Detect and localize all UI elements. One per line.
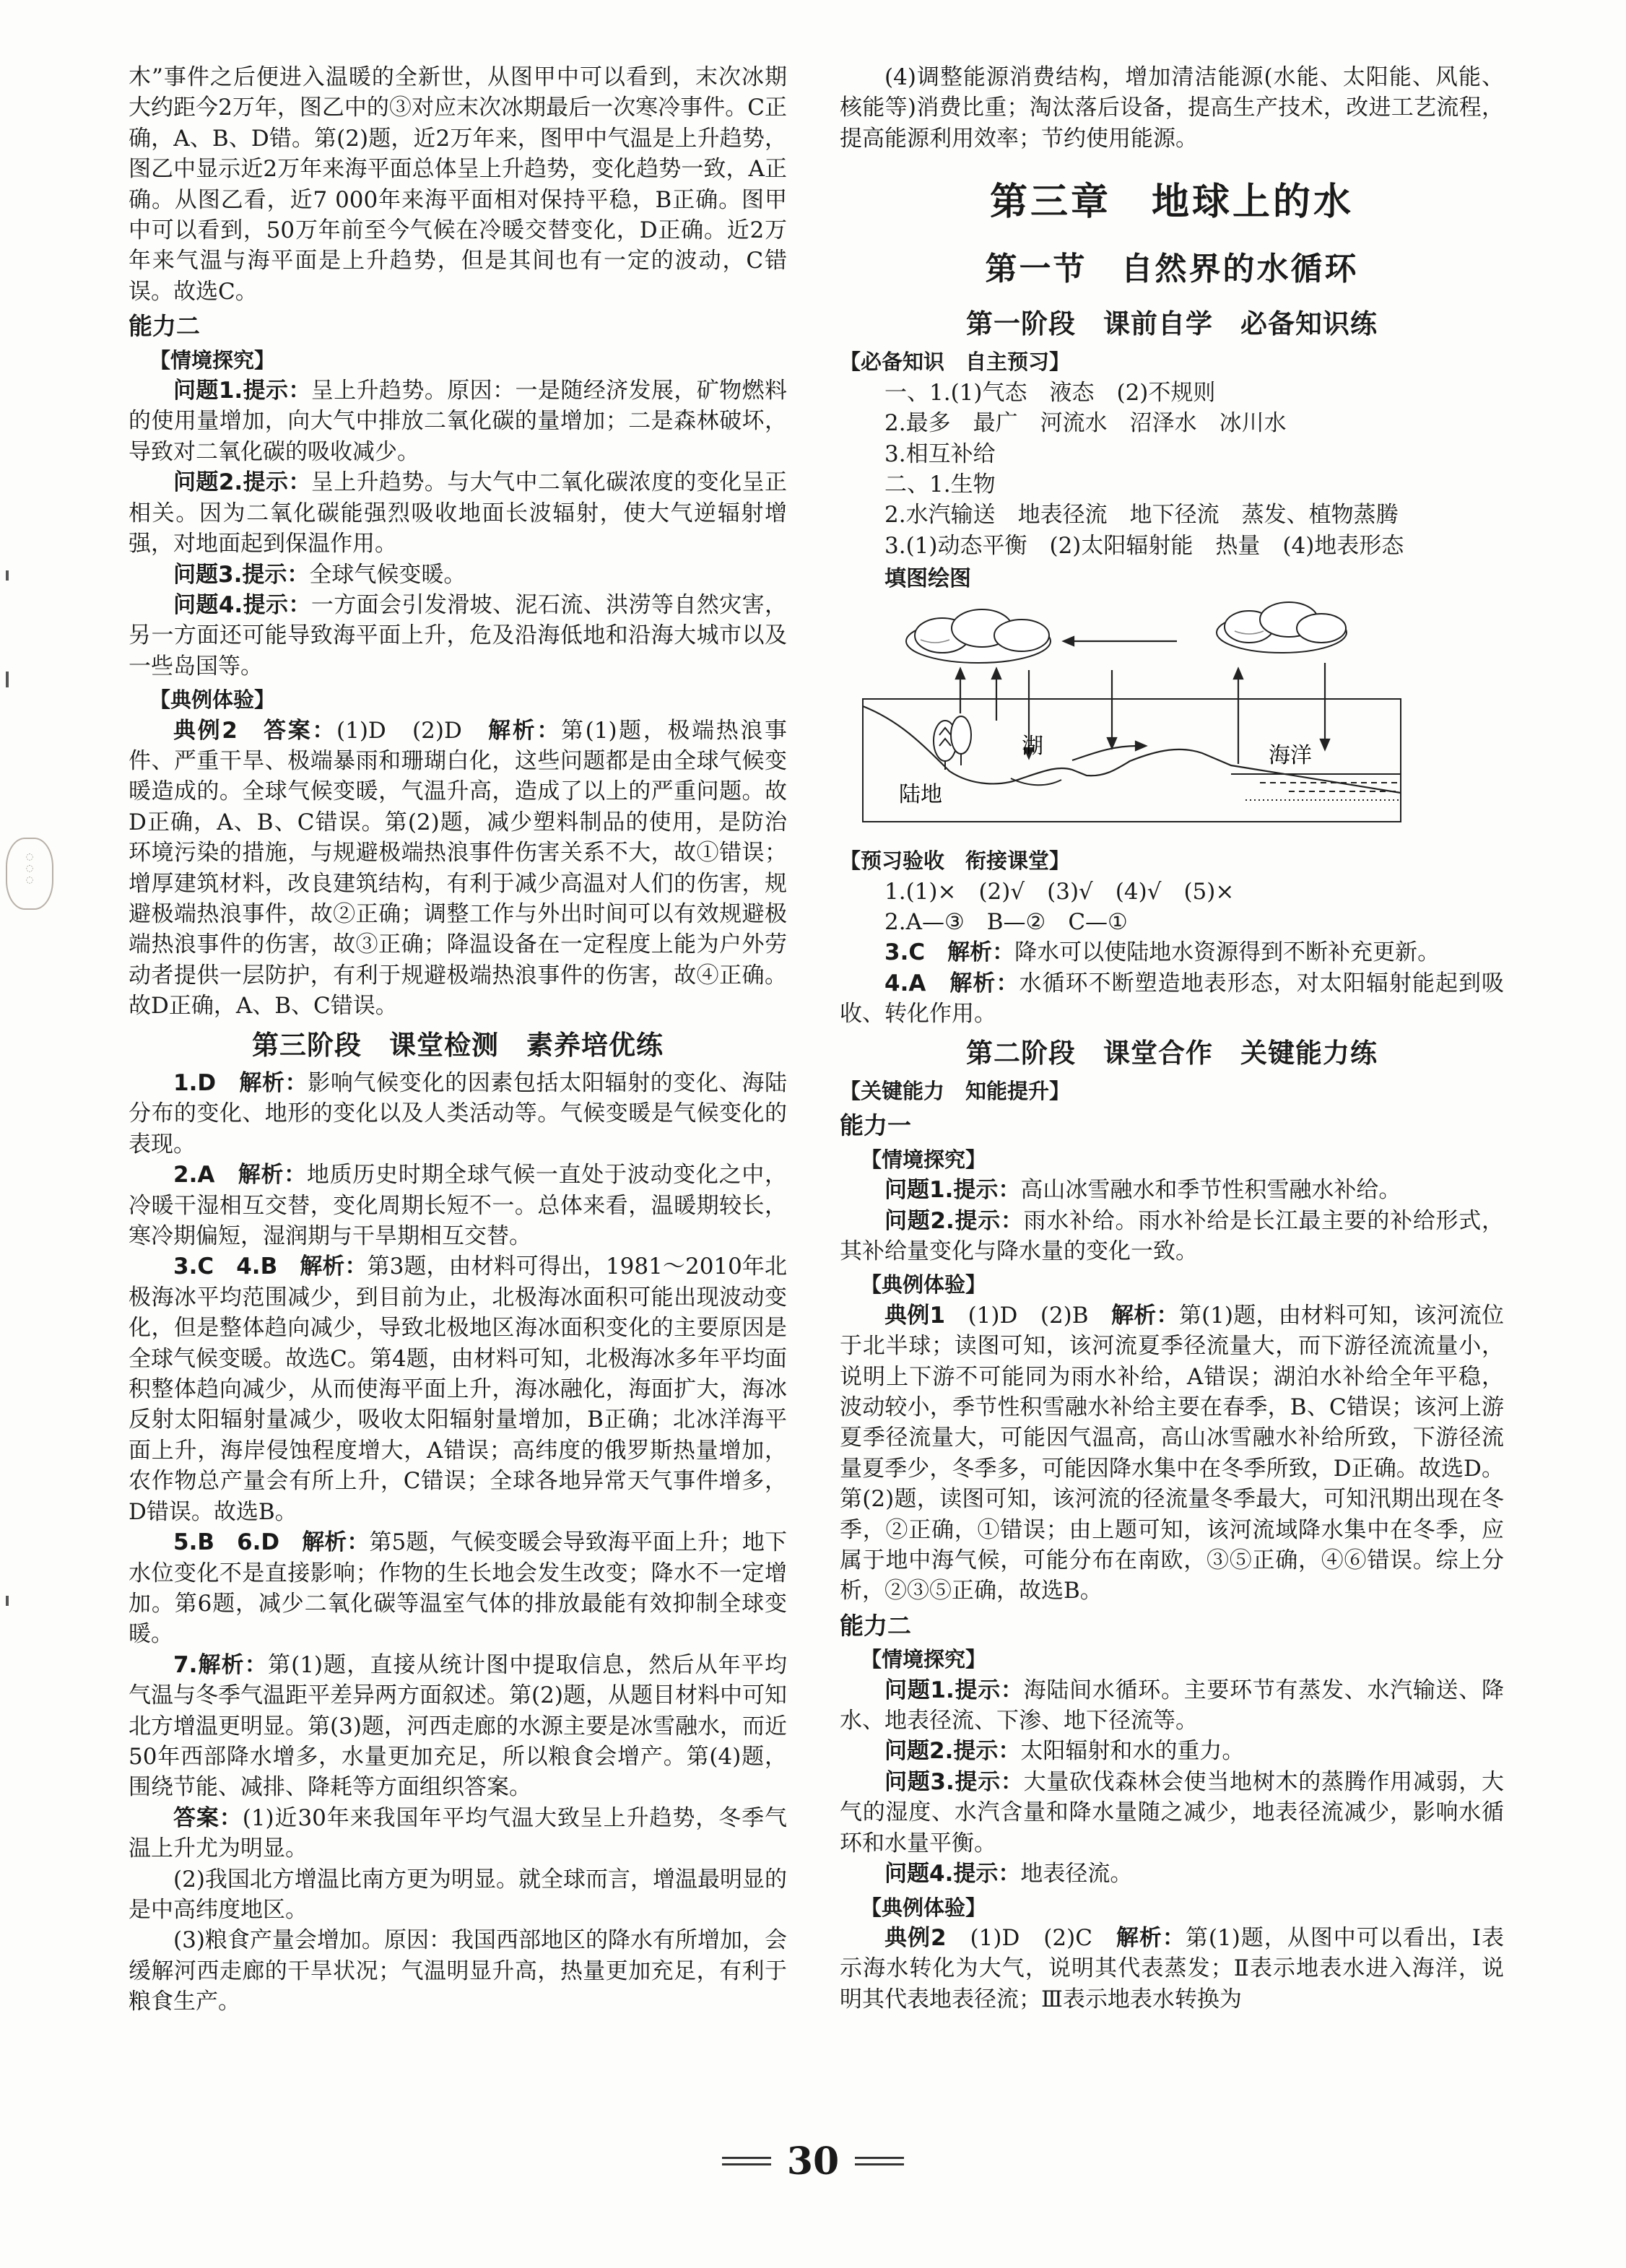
- preview-answer-3: 3.C 解析：降水可以使陆地水资源得到不断补充更新。: [884, 939, 1440, 966]
- must-know-tag: 【必备知识 自主预习】: [840, 349, 1071, 375]
- left-column: [129, 62, 787, 2017]
- margin-mark: [6, 570, 9, 581]
- answer-3-4: 3.C 4.B 解析：第3题，由材料可得出，1981～2010年北极海冰平均范围减少，到目前为止，北极海冰面积可能出现波动变化，但是整体趋向减少，导致北极地区海冰面积变化的主要原因是全球气候变暖。故选C。第4题，由材料可知，北极海冰多年平均面积整体趋向减少，从而使海平面上升，海冰融化，海面扩大，海冰反射太阳辐射量减少，吸收太阳辐射量增加，B正确；北冰洋海平面上升，海岸侵蚀程度增大，A错误；高纬度的俄罗斯热量增加，农作物总产量会有所上升，C错误；全球各地异常天气事件增多，D错误。故选B。: [129, 1254, 787, 1525]
- question-4: 问题4.提示：地表径流。: [884, 1861, 1133, 1887]
- label-land: 陆地: [899, 781, 942, 807]
- water-cycle-diagram: [856, 598, 1419, 827]
- page-footer: [0, 2136, 1626, 2186]
- example-tag: 【典例体验】: [861, 1272, 987, 1298]
- chapter-title: 第三章 地球上的水: [989, 181, 1354, 225]
- scene-tag: 【情境探究】: [149, 347, 276, 373]
- question-3: 问题3.提示：大量砍伐森林会使当地树木的蒸腾作用减弱，大气的湿度、水汽含量和降水量随之减少，地表径流减少，影响水循环和水量平衡。: [840, 1768, 1504, 1856]
- label-lake: 湖: [1022, 733, 1043, 759]
- example-tag: 【典例体验】: [861, 1895, 987, 1920]
- example-2: 典例2 答案：(1)D (2)D 解析：第(1)题，极端热浪事件、严重干旱、极端暴雨和珊瑚白化，这些问题都是由全球气候变暖造成的。全球气候变暖，气温升高，造成了以上的严重问题。故D正确，A、B、C错误。第(2)题，减少塑料制品的使用，是防治环境污染的措施，与规避极端热浪事件伤害关系不大，故①错误；增厚建筑材料，改良建筑结构，有利于减少高温对人们的伤害，规避极端热浪事件，故②正确；调整工作与外出时间可以有效规避极端热浪事件的伤害，故③正确；降温设备在一定程度上能为户外劳动者提供一层防护，有利于规避极端热浪事件的伤害，故④正确。故D正确，A、B、C错误。: [129, 717, 787, 1020]
- example-tag: 【典例体验】: [149, 687, 276, 713]
- question-1: 问题1.提示：高山冰雪融水和季节性积雪融水补给。: [884, 1177, 1401, 1204]
- question-1: 问题1.提示：呈上升趋势。原因：一是随经济发展，矿物燃料的使用量增加，向大气中排放二氧化碳的量增加；二是森林破坏，导致对二氧化碳的吸收减少。: [129, 378, 787, 465]
- right-column: [840, 62, 1504, 2015]
- preview-answer-4: 4.A 解析：水循环不断塑造地表形态，对太阳辐射能起到吸收、转化作用。: [840, 970, 1504, 1027]
- scene-tag: 【情境探究】: [861, 1647, 987, 1672]
- footer-rule-right: [855, 2157, 904, 2165]
- page-number: 30: [786, 2139, 840, 2184]
- ocean-water: [1231, 774, 1401, 800]
- answer-2: 2.A 解析：地质历史时期全球气候一直处于波动变化之中，冷暖干湿相互交替，变化周期长短不一。总体来看，温暖期较长，寒冷期偏短，湿润期与干旱期相互交替。: [129, 1162, 787, 1250]
- knowledge-line: 二、1.生物: [884, 472, 996, 498]
- example-1: 典例1 (1)D (2)B 解析：第(1)题，由材料可知，该河流位于北半球；读图可知，该河流夏季径流量大，而下游径流流量小，说明上下游不可能同为雨水补给，A错误；湖泊水补给全年平稳，波动较小，季节性积雪融水补给主要在春季，B、C错误；该河上游夏季径流量大，可能因气温高，高山冰雪融水补给所致，下游径流量夏季少，冬季多，可能因降水集中在冬季所致，D正确。故选D。第(2)题，读图可知，该河流的径流量冬季最大，可知汛期出现在冬季，②正确，①错误；由上题可知，该河流域降水集中在冬季，应属于地中海气候，可能分布在南欧，③⑤正确，④⑥错误。综上分析，②③⑤正确，故选B。: [840, 1302, 1504, 1604]
- knowledge-line: 3.(1)动态平衡 (2)太阳辐射能 热量 (4)地表形态: [884, 532, 1404, 559]
- cloud-right-icon: [1217, 602, 1347, 653]
- question-2: 问题2.提示：呈上升趋势。与大气中二氧化碳浓度的变化呈正相关。因为二氧化碳能强烈吸收地面长波辐射，使大气逆辐射增强，对地面起到保温作用。: [129, 469, 787, 557]
- key-ability-tag: 【关键能力 知能提升】: [840, 1078, 1071, 1103]
- question-4: 问题4.提示：一方面会引发滑坡、泥石流、洪涝等自然灾害，另一方面还可能导致海平面上升，危及沿海低地和沿海大城市以及一些岛国等。: [129, 591, 787, 679]
- stage-two-heading: 第二阶段 课堂合作 关键能力练: [966, 1037, 1378, 1069]
- answer-7-part-1: 答案：(1)近30年来我国年平均气温大致呈上升趋势，冬季气温上升尤为明显。: [129, 1804, 787, 1862]
- question-3: 问题3.提示：全球气候变暖。: [173, 561, 466, 588]
- question-2: 问题2.提示：雨水补给。雨水补给是长江最主要的补给形式，其补给量变化与降水量的变化一致。: [840, 1207, 1504, 1264]
- scene-tag: 【情境探究】: [861, 1147, 987, 1172]
- knowledge-line: 一、1.(1)气态 液态 (2)不规则: [884, 379, 1216, 406]
- label-ocean: 海洋: [1269, 742, 1312, 768]
- example-2: 典例2 (1)D (2)C 解析：第(1)题，从图中可以看出，Ⅰ表示海水转化为大气，说明其代表蒸发；Ⅱ表示地表水进入海洋，说明其代表地表径流；Ⅲ表示地表水转换为: [840, 1924, 1504, 2012]
- question-1: 问题1.提示：海陆间水循环。主要环节有蒸发、水汽输送、降水、地表径流、下渗、地下径流等。: [840, 1677, 1504, 1734]
- margin-stamp: ◌ ◌ ◌: [6, 838, 53, 910]
- preview-answer: 2.A—③ B—② C—①: [884, 908, 1128, 935]
- cloud-left-icon: [906, 609, 1051, 663]
- knowledge-line: 2.最多 最广 河流水 沼泽水 冰川水: [884, 410, 1287, 437]
- ability-one-heading: 能力一: [840, 1111, 911, 1140]
- ability-two-heading: 能力二: [840, 1611, 911, 1640]
- stage-three-heading: 第三阶段 课堂检测 素养培优练: [252, 1029, 664, 1061]
- answer-5-6: 5.B 6.D 解析：第5题，气候变暖会导致海平面上升；地下水位变化不是直接影响；作物的生长地会发生改变；降水不一定增加。第6题，减少二氧化碳等温室气体的排放最能有效抑制全球变暖。: [129, 1529, 787, 1648]
- ability-two-heading: 能力二: [129, 312, 200, 341]
- fill-diagram-title: 填图绘图: [884, 566, 971, 592]
- preview-answer: 1.(1)× (2)√ (3)√ (4)√ (5)×: [884, 878, 1235, 905]
- answer-7-part-2: (2)我国北方增温比南方更为明显。就全球而言，增温最明显的是中高纬度地区。: [129, 1866, 787, 1923]
- answer-7-part-3: (3)粮食产量会增加。原因：我国西部地区的降水有所增加，会缓解河西走廊的干旱状况；气温明显升高，热量更加充足，有利于粮食生产。: [129, 1927, 787, 2015]
- question-2: 问题2.提示：太阳辐射和水的重力。: [884, 1738, 1245, 1765]
- preview-tag: 【预习验收 衔接课堂】: [840, 848, 1071, 874]
- footer-rule-left: [722, 2157, 771, 2165]
- knowledge-line: 3.相互补给: [884, 440, 996, 467]
- answer-7-part-4: (4)调整能源消费结构，增加清洁能源(水能、太阳能、风能、核能等)消费比重；淘汰落后设备，提高生产技术，改进工艺流程，提高能源利用效率；节约使用能源。: [840, 64, 1504, 152]
- intro-paragraph: 木”事件之后便进入温暖的全新世，从图甲中可以看到，末次冰期大约距今2万年，图乙中的③对应末次冰期最后一次寒冷事件。C正确，A、B、D错。第(2)题，近2万年来，图甲中气温是上升趋势，图乙中显示近2万年来海平面总体呈上升趋势，变化趋势一致，A正确。从图乙看，近7 000年来海平面相对保持平稳，B正确。图甲中可以看到，50万年前至今气候在冷暖交替变化，D正确。近2万年来气温与海平面是上升趋势，但是其间也有一定的波动，C错误。故选C。: [129, 64, 787, 305]
- margin-mark: [6, 1596, 9, 1606]
- margin-mark: [6, 672, 9, 687]
- answer-1: 1.D 解析：影响气候变化的因素包括太阳辐射的变化、海陆分布的变化、地形的变化以及人类活动等。气候变暖是气候变化的表现。: [129, 1070, 787, 1157]
- knowledge-line: 2.水汽输送 地表径流 地下径流 蒸发、植物蒸腾: [884, 502, 1399, 529]
- section-title: 第一节 自然界的水循环: [985, 250, 1359, 287]
- stage-one-heading: 第一阶段 课前自学 必备知识练: [966, 308, 1378, 340]
- answer-7: 7.解析：第(1)题，直接从统计图中提取信息，然后从年平均气温与冬季气温距平差异两方面叙述。第(2)题，从题目材料中可知北方增温更明显。第(3)题，河西走廊的水源主要是冰雪融水，而近50年西部降水增多，水量更加充足，所以粮食会增产。第(4)题，围绕节能、减排、降耗等方面组织答案。: [129, 1651, 787, 1801]
